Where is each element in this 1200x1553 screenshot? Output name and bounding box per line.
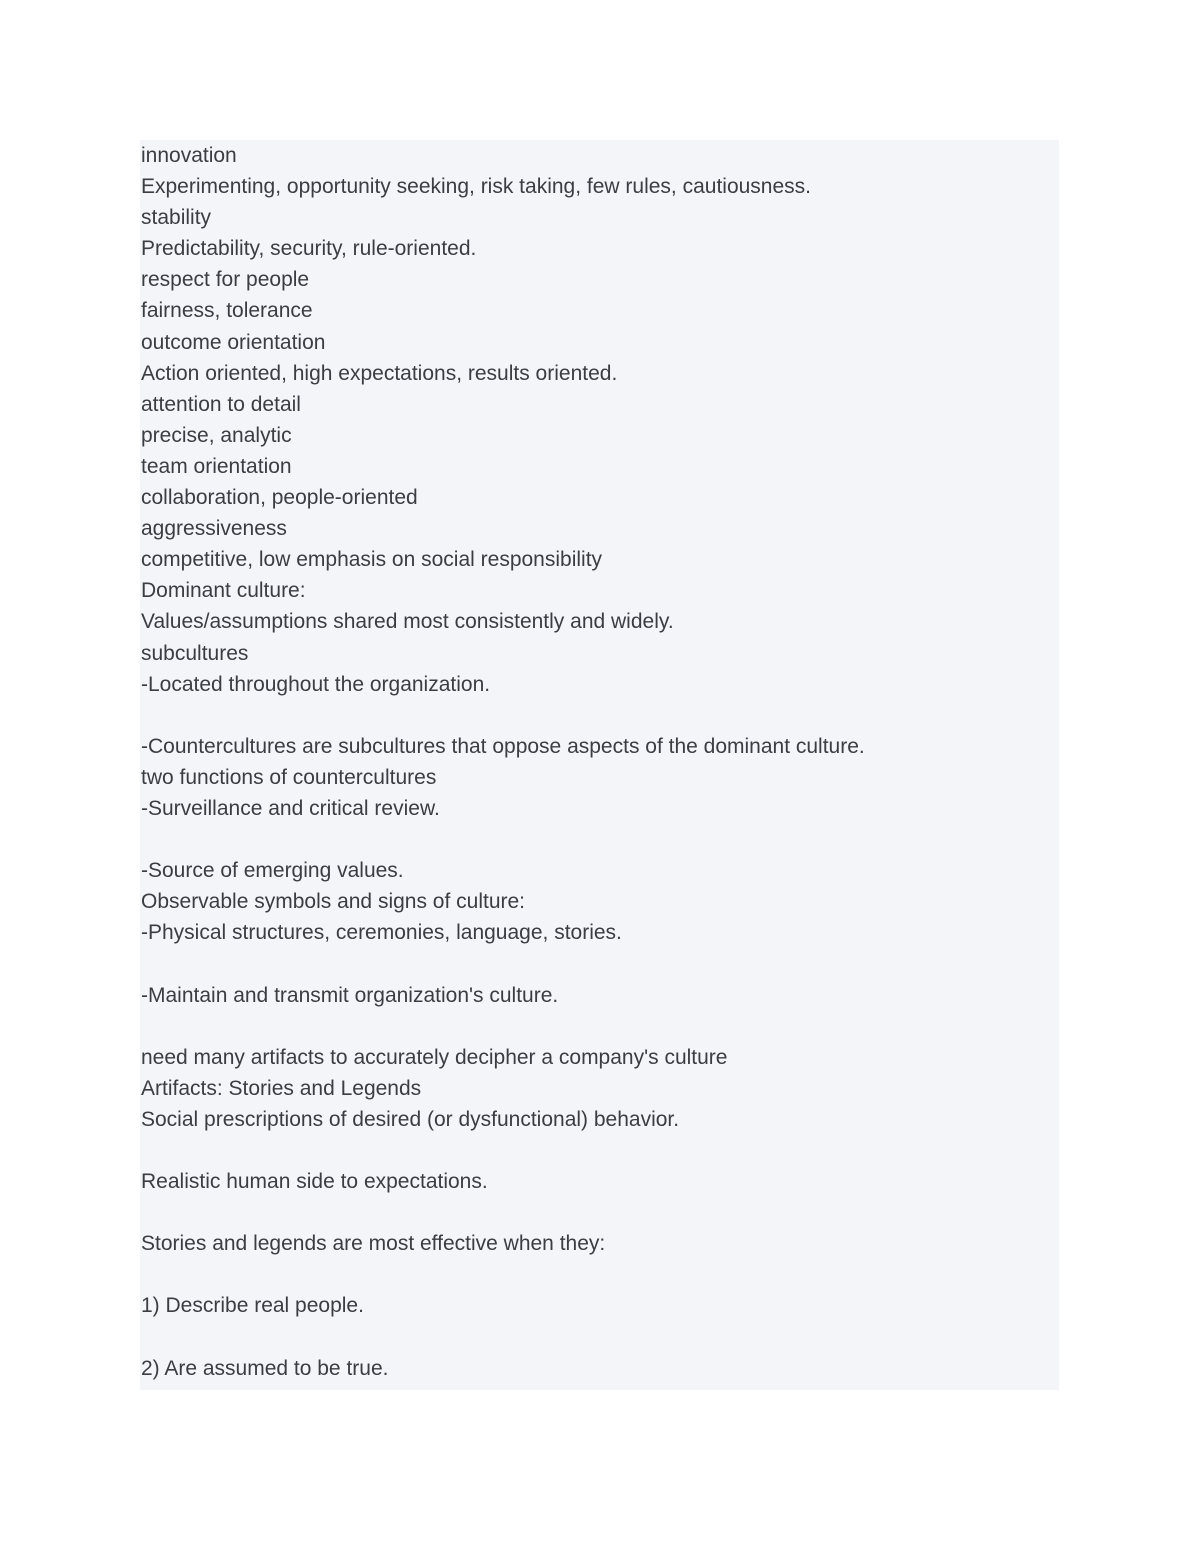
text-line: Values/assumptions shared most consistently and widely. <box>141 610 674 634</box>
text-line: -Physical structures, ceremonies, language, stories. <box>141 921 622 945</box>
text-line: Observable symbols and signs of culture: <box>141 890 526 914</box>
text-line: collaboration, people-oriented <box>141 486 418 510</box>
blank-line <box>141 1197 1056 1228</box>
text-line: aggressiveness <box>141 517 287 541</box>
text-line: outcome orientation <box>141 330 326 354</box>
text-line: team orientation <box>141 454 292 478</box>
notes-block <box>140 140 1059 1390</box>
text-line: Social prescriptions of desired (or dysfunctional) behavior. <box>141 1107 680 1131</box>
text-line: respect for people <box>141 268 310 292</box>
blank-line <box>141 1135 1056 1166</box>
text-line: subcultures <box>141 641 249 665</box>
text-line: 2) Are assumed to be true. <box>141 1356 389 1380</box>
text-line: Realistic human side to expectations. <box>141 1170 488 1194</box>
text-line: competitive, low emphasis on social responsibility <box>141 548 603 572</box>
text-line: fairness, tolerance <box>141 299 313 323</box>
text-line: attention to detail <box>141 392 301 416</box>
blank-line <box>141 1011 1056 1042</box>
blank-line <box>141 948 1056 979</box>
text-line: need many artifacts to accurately decipher a company's culture <box>141 1045 728 1069</box>
text-line: two functions of countercultures <box>141 765 437 789</box>
text-line: Stories and legends are most effective when they: <box>141 1232 606 1256</box>
text-line: Action oriented, high expectations, results oriented. <box>141 361 618 385</box>
text-line: -Located throughout the organization. <box>141 672 491 696</box>
text-line: -Source of emerging values. <box>141 859 404 883</box>
text-line: -Countercultures are subcultures that oppose aspects of the dominant culture. <box>141 734 865 758</box>
blank-line <box>141 700 1056 731</box>
text-line: Experimenting, opportunity seeking, risk taking, few rules, cautiousness. <box>141 175 812 199</box>
text-line: 1) Describe real people. <box>141 1294 364 1318</box>
text-line: precise, analytic <box>141 423 292 447</box>
text-line: -Surveillance and critical review. <box>141 796 440 820</box>
text-line: -Maintain and transmit organization's culture. <box>141 983 559 1007</box>
blank-line <box>141 1322 1056 1353</box>
text-line: Artifacts: Stories and Legends <box>141 1076 422 1100</box>
text-line: Dominant culture: <box>141 579 306 603</box>
text-line: Predictability, security, rule-oriented. <box>141 237 477 261</box>
notes-text <box>141 140 1056 1384</box>
blank-line <box>141 824 1056 855</box>
text-line: innovation <box>141 144 237 167</box>
blank-line <box>141 1259 1056 1290</box>
text-line: stability <box>141 206 212 230</box>
